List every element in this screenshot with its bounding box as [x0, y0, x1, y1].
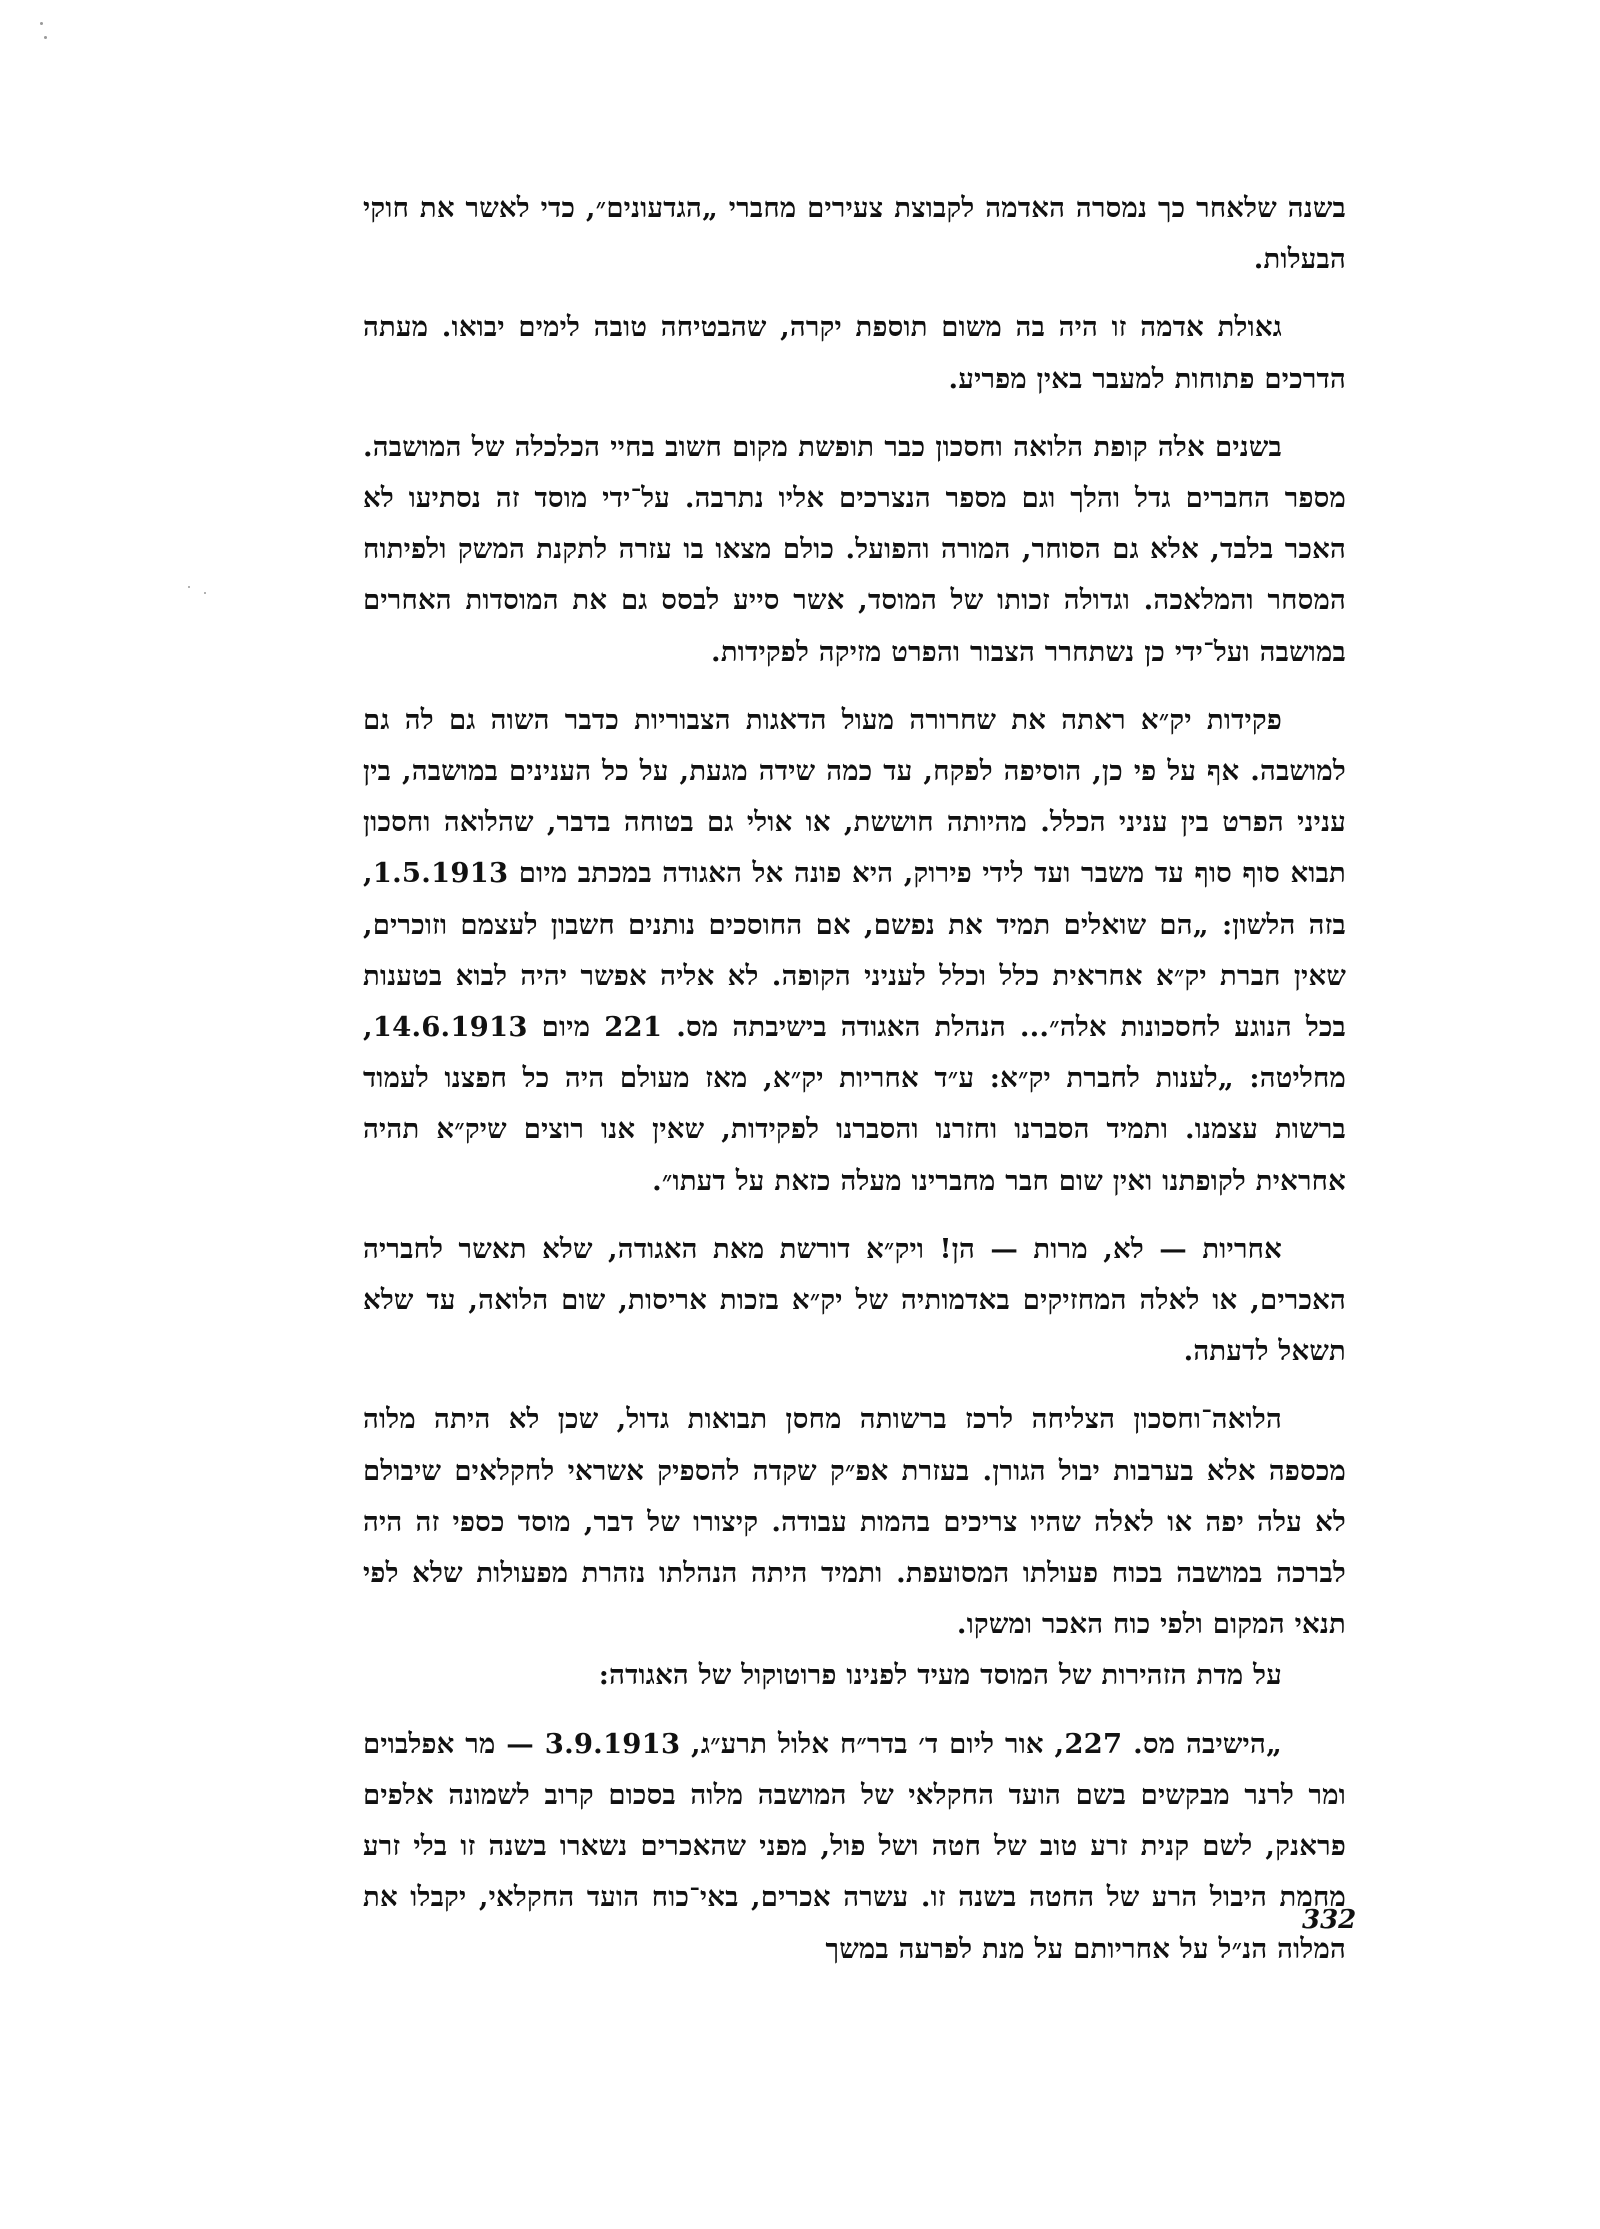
scan-speck-top-left [40, 22, 43, 25]
scan-speck-left-margin-2 [204, 592, 206, 594]
page-number: 332 [1302, 1905, 1357, 1935]
paragraph-7: על מדת הזהירות של המוסד מעיד לפנינו פרוטוקול של האגודה: [598, 1659, 1282, 1692]
paragraph-5: אחריות — לא, מרות — הן! ויק״א דורשת מאת האגודה, שלא תאשר לחבריה האכרים, או לאלה המחזיקים באדמותיה של יק״א בזכות אריסות, שום הלואה, עד שלא תשאל לדעתה. [363, 1232, 1346, 1368]
paragraph-6: הלואה־וחסכון הצליחה לרכז ברשותה מחסן תבואות גדול, שכן לא היתה מלוה מכספה אלא בערבות יבול הגורן. בעזרת אפ״ק שקדה להספיק אשראי לחקלאים שיבולם לא עלה יפה או לאלה שהיו צריכים בהמות עבודה. קיצורו של דבר, מוסד כספי זה היה לברכה במושבה בכוח פעולתו המסועפת. ותמיד היתה הנהלתו נזהרת מפעולות שלא לפי תנאי המקום ולפי כוח האכר ומשקו. [363, 1403, 1346, 1641]
paragraph-1: בשנה שלאחר כך נמסרה האדמה לקבוצת צעירים מחברי „הגדעונים״, כדי לאשר את חוקי הבעלות. [363, 192, 1346, 276]
body-text [363, 183, 1346, 1992]
scan-speck-left-margin [188, 586, 190, 588]
paragraph-4: פקידות יק״א ראתה את שחרורה מעול הדאגות הצבוריות כדבר השוה גם לה גם למושבה. אף על פי כן, הוסיפה לפקח, עד כמה שידה מגעת, על כל הענינים במושבה, בין עניני הפרט בין עניני הכלל. מהיותה חוששת, או אולי גם בטוחה בדבר, שהלואה וחסכון תבוא סוף סוף עד משבר ועד לידי פירוק, היא פונה אל האגודה במכתב מיום 1.5.1913, בזה הלשון: „הם שואלים תמיד את נפשם, אם החוסכים נותנים חשבון לעצמם וזוכרים, שאין חברת יק״א אחראית כלל וכלל לעניני הקופה. לא אליה אפשר יהיה לבוא בטענות בכל הנוגע לחסכונות אלה״... הנהלת האגודה בישיבתה מס. 221 מיום 14.6.1913, מחליטה: „לענות לחברת יק״א: ע״ד אחריות יק״א, מאז מעולם היה כל חפצנו לעמוד ברשות עצמנו. ותמיד הסברנו וחזרנו והסברנו לפקידות, שאין אנו רוצים שיק״א תהיה אחראית לקופתנו ואין שום חבר מחברינו מעלה כזאת על דעתו״. [363, 703, 1347, 1197]
paragraph-8-quote: „הישיבה מס. 227, אור ליום ד׳ בדר״ח אלול תרע״ג, 3.9.1913 — מר אפלבוים ומר לרנר מבקשים בשם הועד החקלאי של המושבה מלוה בסכום קרוב לשמונה אלפים פראנק, לשם קנית זרע טוב של חטה ושל פול, מפני שהאכרים נשארו בשנה זו בלי זרע מחמת היבול הרע של החטה בשנה זו. עשרה אכרים, באי־כוח הועד החקלאי, יקבלו את המלוה הנ״ל על אחריותם על מנת לפרעה במשך [363, 1727, 1346, 1965]
paragraph-3: בשנים אלה קופת הלואה וחסכון כבר תופשת מקום חשוב בחיי הכלכלה של המושבה. מספר החברים גדל והלך וגם מספר הנצרכים אליו נתרבה. על־ידי מוסד זה נסתיעו לא האכר בלבד, אלא גם הסוחר, המורה והפועל. כולם מצאו בו עזרה לתקנת המשק ולפיתוח המסחר והמלאכה. וגדולה זכותו של המוסד, אשר סייע לבסס גם את המוסדות האחרים במושבה ועל־ידי כן נשתחרר הצבור והפרט מזיקה לפקידות. [363, 430, 1346, 668]
paragraph-2: גאולת אדמה זו היה בה משום תוספת יקרה, שהבטיחה טובה לימים יבואו. מעתה הדרכים פתוחות למעבר באין מפריע. [363, 311, 1346, 395]
scan-speck-top-left-2 [44, 36, 47, 39]
